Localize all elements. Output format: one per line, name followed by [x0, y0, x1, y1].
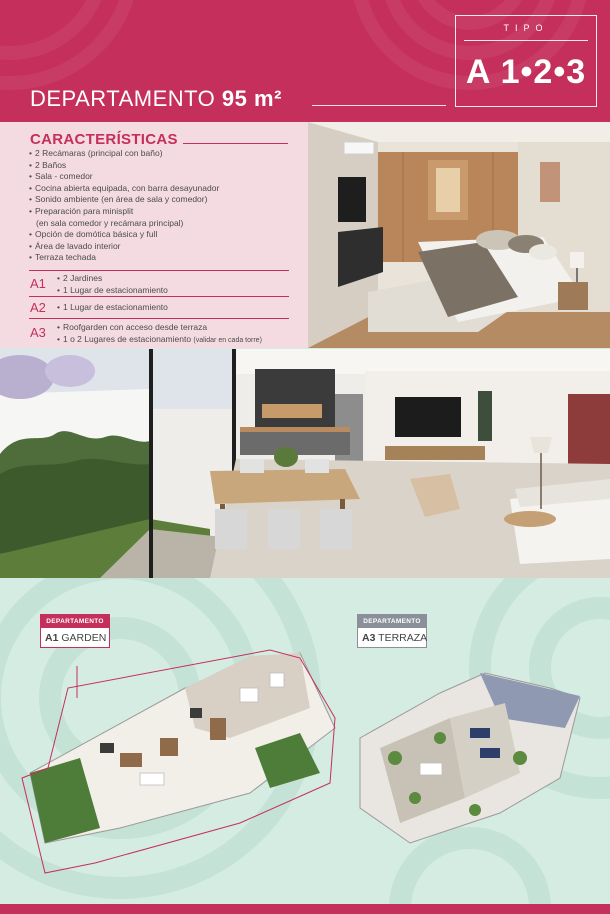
option-item: • 1 Lugar de estacionamiento [57, 285, 168, 297]
living-room-render [0, 349, 610, 578]
feature-item: • 2 Recámaras (principal con baño) [29, 148, 299, 160]
plan-label-name [41, 628, 109, 647]
plan-label-name [358, 628, 426, 647]
tipo-label: TIPO [503, 23, 549, 33]
tipo-divider [464, 40, 588, 41]
plan-code: A1 [45, 632, 59, 644]
plan-label-caption: DEPARTAMENTO [41, 615, 109, 628]
feature-item: • Área de lavado interior [29, 241, 299, 253]
tipo-value: A 1•2•3 [465, 53, 587, 91]
feature-item-continuation: (en sala comedor y recámara principal) [36, 217, 184, 228]
features-panel [0, 122, 308, 348]
option-list-a3 [57, 322, 262, 346]
option-note: (validar en cada torre) [193, 336, 262, 344]
option-item: • Roofgarden con acceso desde terraza [57, 322, 262, 334]
option-list-a2 [57, 302, 168, 314]
feature-item: • Cocina abierta equipada, con barra desayunador [29, 183, 299, 195]
feature-item: • Sonido ambiente (en área de sala y comedor) [29, 194, 299, 206]
option-divider [29, 318, 289, 319]
plan-type: TERRAZA [378, 632, 428, 644]
option-divider [29, 296, 289, 297]
feature-item: • 2 Baños [29, 160, 299, 172]
option-code-a3: A3 [30, 325, 46, 340]
bedroom-render [308, 122, 610, 348]
features-title-line [183, 143, 288, 144]
plan-type: GARDEN [61, 632, 107, 644]
feature-item: • Terraza techada [29, 252, 299, 264]
title-area: 95 m² [221, 86, 282, 111]
plan-label-caption: DEPARTAMENTO [358, 615, 426, 628]
header-banner [0, 0, 610, 122]
features-title: CARACTERÍSTICAS [30, 131, 178, 148]
footer-bar [0, 904, 610, 914]
title-divider [312, 105, 446, 106]
option-divider [29, 270, 289, 271]
feature-item: • Preparación para minisplit [29, 206, 299, 218]
title-prefix: DEPARTAMENTO [30, 86, 216, 111]
option-item: • 1 Lugar de estacionamiento [57, 302, 168, 314]
plan-label-a1-garden [40, 614, 110, 648]
plan-code: A3 [362, 632, 376, 644]
floorplans-section [0, 578, 610, 904]
page-title [30, 86, 282, 112]
feature-item: • Opción de domótica básica y full [29, 229, 299, 241]
features-list [29, 148, 299, 264]
option-item-text: 1 o 2 Lugares de estacionamiento [62, 333, 192, 344]
plan-label-a3-terraza [357, 614, 427, 648]
option-item [57, 334, 262, 347]
option-list-a1 [57, 273, 168, 296]
plan-a3-drawing [360, 673, 580, 843]
option-item: • 2 Jardines [57, 273, 168, 285]
option-code-a1: A1 [30, 276, 46, 291]
option-code-a2: A2 [30, 300, 46, 315]
feature-item: • Sala - comedor [29, 171, 299, 183]
tipo-badge [455, 15, 597, 107]
